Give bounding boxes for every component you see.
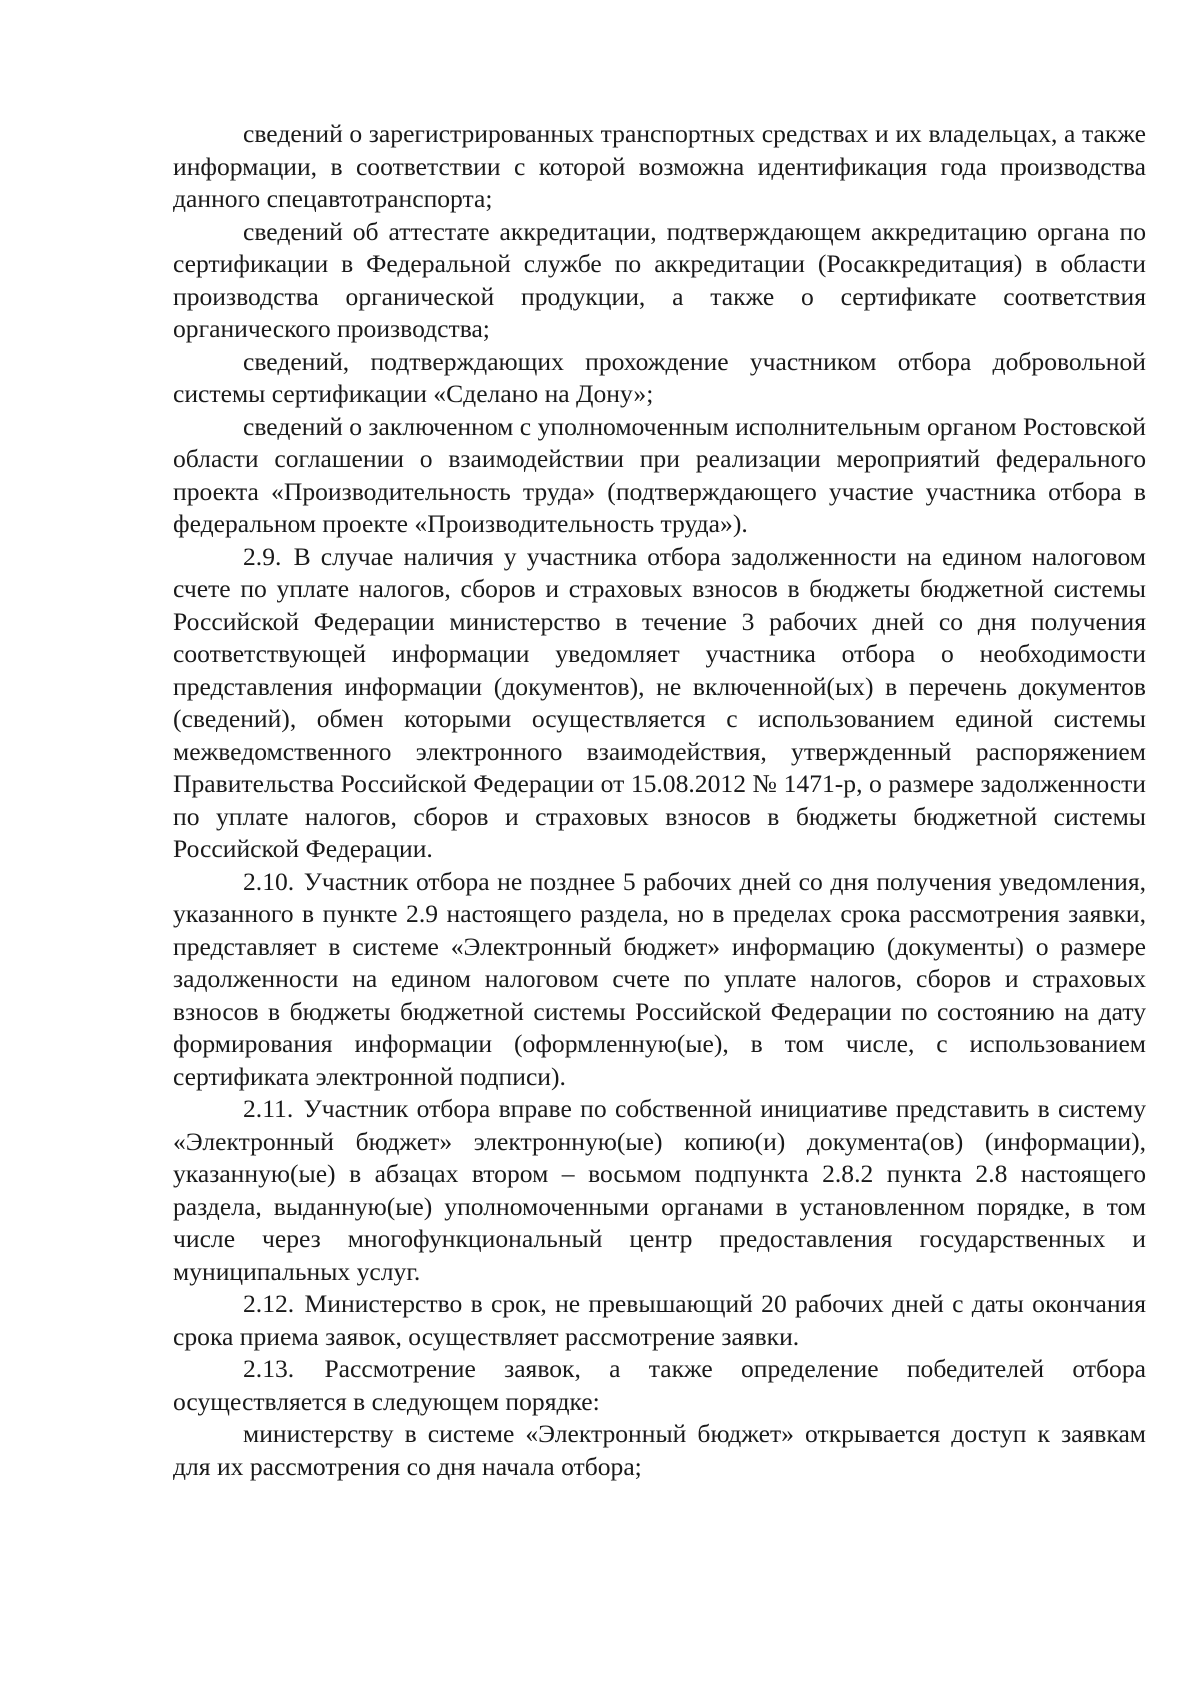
clause-text: Министерство в срок, не превышающий 20 рабочих дней с даты окончания срока приема заявок, осуществляет рассмотрение заявки.	[173, 1289, 1146, 1351]
clause-text: Рассмотрение заявок, а также определение победителей отбора осуществляется в следующем порядке:	[173, 1354, 1146, 1416]
paragraph-certification-don	[173, 346, 1146, 411]
paragraph-vehicle-registration	[173, 118, 1146, 216]
clause-number: 2.9.	[243, 541, 282, 571]
paragraph-text: министерству в системе «Электронный бюджет» открывается доступ к заявкам для их рассмотрения со дня начала отбора;	[173, 1419, 1146, 1481]
paragraph-text: сведений об аттестате аккредитации, подтверждающем аккредитацию органа по сертификации в Федеральной службе по аккредитации (Росаккредитация) в области производства органической продукции, а также о сертификате соответствия органического производства;	[173, 216, 1146, 343]
clause-2-10	[173, 866, 1146, 1094]
clause-2-9	[173, 541, 1146, 866]
clause-2-12	[173, 1288, 1146, 1353]
paragraph-text: сведений, подтверждающих прохождение участником отбора добровольной системы сертификации «Сделано на Дону»;	[173, 346, 1146, 408]
clause-number: 2.11.	[243, 1094, 294, 1123]
document-body	[173, 118, 1146, 1483]
clause-number: 2.13.	[243, 1354, 295, 1383]
clause-number: 2.12.	[243, 1289, 295, 1318]
paragraph-text: сведений о заключенном с уполномоченным исполнительным органом Ростовской области соглашении о взаимодействии при реализации мероприятий федерального проекта «Производительность труда» (подтверждающего участие участника отбора в федеральном проекте «Производительность труда»).	[173, 411, 1146, 538]
paragraph-ministry-access	[173, 1418, 1146, 1483]
paragraph-text: сведений о зарегистрированных транспортных средствах и их владельцах, а также информации, в соответствии с которой возможна идентификация года производства данного спецавтотранспорта;	[173, 119, 1146, 213]
clause-text: В случае наличия у участника отбора задолженности на едином налоговом счете по уплате налогов, сборов и страховых взносов в бюджеты бюджетной системы Российской Федерации министерство в течение 3 рабочих дней со дня получения соответствующей информации уведомляет участника отбора о необходимости представления информации (документов), не включенной(ых) в перечень документов (сведений), обмен которыми осуществляется с использованием единой системы межведомственного электронного взаимодействия, утвержденный распоряжением Правительства Российской Федерации от 15.08.2012 № 1471-р, о размере задолженности по уплате налогов, сборов и страховых взносов в бюджеты бюджетной системы Российской Федерации.	[173, 541, 1146, 863]
clause-2-11	[173, 1093, 1146, 1288]
clause-2-13	[173, 1353, 1146, 1418]
clause-number: 2.10.	[243, 866, 295, 896]
paragraph-accreditation	[173, 216, 1146, 346]
clause-text: Участник отбора вправе по собственной инициативе представить в систему «Электронный бюджет» электронную(ые) копию(и) документа(ов) (информации), указанную(ые) в абзацах втором – восьмом подпункта 2.8.2 пункта 2.8 настоящего раздела, выданную(ые) уполномоченными органами в установленном порядке, в том числе через многофункциональный центр предоставления государственных и муниципальных услуг.	[173, 1094, 1146, 1286]
clause-text: Участник отбора не позднее 5 рабочих дней со дня получения уведомления, указанного в пункте 2.9 настоящего раздела, но в пределах срока рассмотрения заявки, представляет в системе «Электронный бюджет» информацию (документы) о размере задолженности на едином налоговом счете по уплате налогов, сборов и страховых взносов в бюджеты бюджетной системы Российской Федерации по состоянию на дату формирования информации (оформленную(ые), в том числе, с использованием сертификата электронной подписи).	[173, 866, 1146, 1091]
paragraph-productivity-agreement	[173, 411, 1146, 541]
